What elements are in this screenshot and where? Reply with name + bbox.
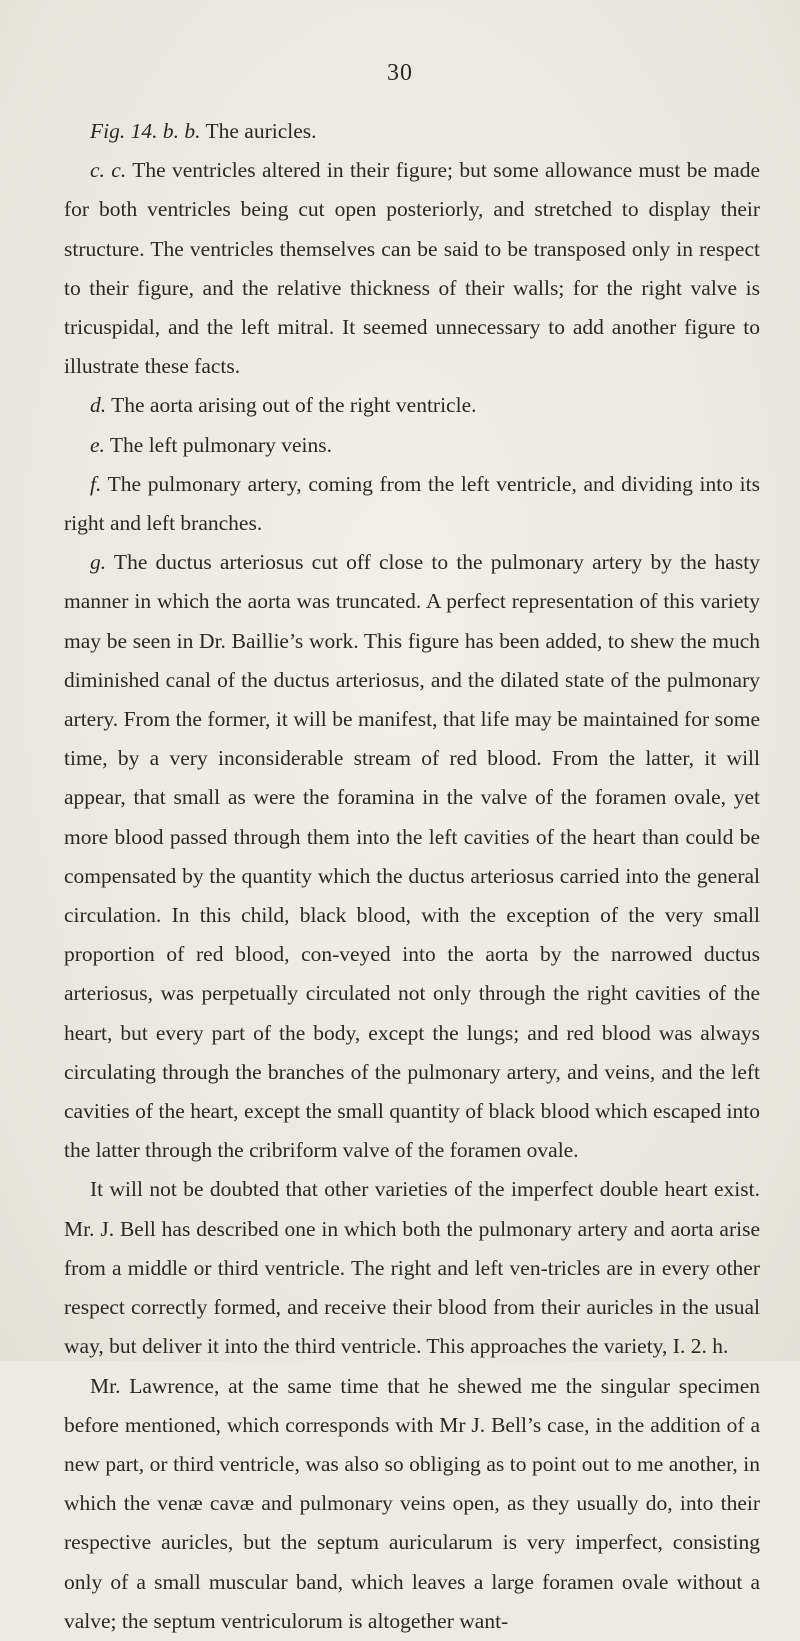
paragraph-fig-14-bb (64, 112, 760, 151)
paragraph-mr-lawrence (64, 1367, 760, 1641)
paragraph-text: The aorta arising out of the right ventricle. (106, 393, 477, 418)
paragraph-e (64, 426, 760, 465)
paragraph-text: It will not be doubted that other varieties of the imperfect double heart exist. Mr. J. Bell has described one in which both the pulmonary artery and aorta arise from a middle or third ventricle. The right and left ven-tricles are in every other respect correctly formed, and receive their blood from their auricles in the usual way, but deliver it into the third ventricle. This approaches the variety, I. 2. h. (64, 1177, 760, 1359)
body-text (64, 112, 760, 1641)
paragraph-text: The ventricles altered in their figure; but some allowance must be made for both ventricles being cut open posteriorly, and stretched to display their structure. The ventricles themselves can be said to be transposed only in respect to their figure, and the relative thickness of their walls; for the right valve is tricuspidal, and the left mitral. It seemed unnecessary to add another figure to illustrate these facts. (64, 158, 760, 379)
paragraph-lead: Fig. 14. b. b. (90, 119, 201, 143)
paragraph-cc (64, 151, 760, 386)
paragraph-text: The ductus arteriosus cut off close to the pulmonary artery by the hasty manner in which the aorta was truncated. A perfect representation of this variety may be seen in Dr. Baillie’s work. This figure has been added, to shew the much diminished canal of the ductus arteriosus, and the dilated state of the pulmonary artery. From the former, it will be manifest, that life may be maintained for some time, by a very inconsiderable stream of red blood. From the latter, it will appear, that small as were the foramina in the valve of the foramen ovale, yet more blood passed through them into the left cavities of the heart than could be compensated by the quantity which the ductus arteriosus carried into the general circulation. In this child, black blood, with the exception of the very small proportion of red blood, con-veyed into the aorta by the narrowed ductus arteriosus, was perpetually circulated not only through the right cavities of the heart, but every part of the body, except the lungs; and red blood was always circulating through the branches of the pulmonary artery, and veins, and the left cavities of the heart, except the small quantity of black blood which escaped into the latter through the cribriform valve of the foramen ovale. (64, 550, 760, 1163)
page-number: 30 (387, 60, 413, 86)
paragraph-lead: c. c. (90, 158, 127, 183)
paragraph-lead: d. (90, 393, 107, 418)
paragraph-lead: f. (90, 471, 102, 496)
paragraph-d (64, 386, 760, 425)
paragraph-text: The left pulmonary veins. (104, 432, 333, 457)
paragraph-other-varieties (64, 1170, 760, 1366)
paragraph-text: The pulmonary artery, coming from the left ventricle, and dividing into its right and left branches. (64, 471, 760, 536)
paragraph-text: Mr. Lawrence, at the same time that he shewed me the singular specimen before mentioned, which corresponds with Mr J. Bell’s case, in the addition of a new part, or third ventricle, was also so obliging as to point out to me another, in which the venæ cavæ and pulmonary veins open, as they usually do, into their respective auricles, but the septum auricularum is very imperfect, consisting only of a small muscular band, which leaves a large foramen ovale without a valve; the septum ventriculorum is altogether want- (64, 1373, 760, 1633)
paragraph-lead: e. (90, 432, 105, 457)
paragraph-g (64, 543, 760, 1170)
paragraph-lead: g. (90, 550, 107, 575)
paragraph-f (64, 465, 760, 543)
paragraph-text: The auricles. (200, 119, 317, 143)
